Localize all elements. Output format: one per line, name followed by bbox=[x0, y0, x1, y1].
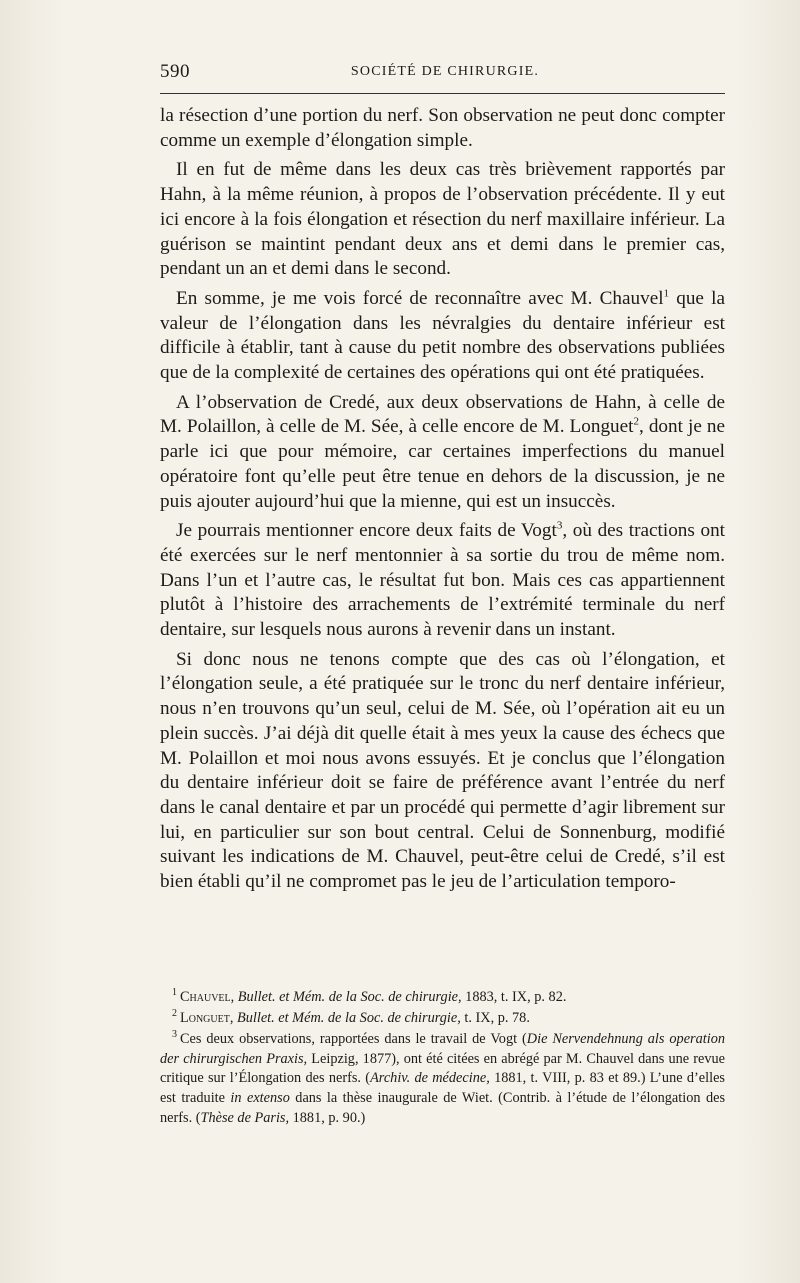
footnote-3-italic-4: Thèse de Paris, bbox=[200, 1109, 290, 1126]
paragraph-5-text-a: Je pourrais mentionner encore deux faits de Vogt bbox=[176, 520, 557, 542]
footnotes bbox=[160, 988, 725, 1130]
paragraph-3-text-b: que la valeur de l’élongation dans les névralgies du dentaire inférieur est difficile à établir, tant à cause du petit nombre des observations publiées que de la complexité de certaines des opérations qui ont été pratiquées. bbox=[160, 287, 725, 384]
paragraph-5 bbox=[160, 519, 725, 643]
page-number: 590 bbox=[160, 61, 190, 82]
footnote-ref-1: 1 bbox=[663, 287, 670, 300]
footnote-ref-3: 3 bbox=[556, 519, 563, 532]
footnote-3-text-1: Ces deux observations, rapportées dans le travail de Vogt ( bbox=[180, 1031, 527, 1048]
paragraph-3-text-a: En somme, je me vois forcé de reconnaître avec M. Chauvel bbox=[176, 287, 664, 309]
running-title: SOCIÉTÉ DE CHIRURGIE. bbox=[350, 64, 540, 79]
footnote-2-mark: 2 bbox=[172, 1008, 177, 1020]
paragraph-4 bbox=[160, 391, 725, 515]
footnote-3-italic-3: in extenso bbox=[230, 1089, 290, 1106]
footnote-2-rest: t. IX, p. 78. bbox=[460, 1010, 530, 1027]
paragraph-6: Si donc nous ne tenons compte que des cas où l’élongation, et l’élongation seule, a été pratiquée sur le tronc du nerf dentaire inférieur, nous n’en trouvons qu’un seul, celui de M. Sée, où l’opération ait eu un plein succès. J’ai déjà dit quelle était à mes yeux la cause des échecs que M. Polaillon et moi nous avons essuyés. Et je conclus que l’élongation du dentaire inférieur doit se faire de préférence avant l’entrée du nerf dans le canal dentaire et par un procédé qui permette d’agir librement sur lui, en particulier sur son bout central. Celui de Sonnenburg, modifié suivant les indications de M. Chauvel, peut-être celui de Credé, s’il est bien établi qu’il ne compromet pas le jeu de l’articulation temporo- bbox=[160, 648, 725, 893]
paragraph-3 bbox=[160, 287, 725, 386]
footnote-3-text-4: dans la thèse inaugurale de Wiet. (Contrib. à l’étude de l’élongation des nerfs. ( bbox=[160, 1089, 726, 1126]
footnote-3-text-2: Leipzig, 1877), ont été citées en abrégé par M. Chauvel dans une revue critique sur l’Élongation des nerfs. ( bbox=[160, 1050, 726, 1087]
running-head bbox=[160, 58, 725, 86]
footnote-2 bbox=[160, 1009, 725, 1029]
paragraph-4-text-a: A l’observation de Credé, aux deux observations de Hahn, à celle de M. Polaillon, à celle de M. Sée, à celle encore de M. Longuet bbox=[160, 391, 725, 438]
footnote-1-rest: 1883, t. IX, p. 82. bbox=[461, 989, 567, 1005]
footnote-1-mark: 1 bbox=[172, 987, 177, 999]
footnote-3-text-5: 1881, p. 90.) bbox=[289, 1109, 366, 1126]
footnote-2-author: Longuet, bbox=[180, 1010, 234, 1027]
header-rule bbox=[160, 93, 725, 94]
footnote-3-italic-1: Die Nervendehnung als operation der chirurgischen Praxis, bbox=[160, 1031, 725, 1067]
paragraph-2: Il en fut de même dans les deux cas très brièvement rapportés par Hahn, à la même réunion, à propos de l’observation précédente. Il y eut ici encore à la fois élongation et résection du nerf maxillaire inférieur. La guérison se maintint pendant deux ans et demi dans le premier cas, pendant un an et demi dans le second. bbox=[160, 159, 725, 280]
footnote-3-italic-2: Archiv. de médecine, bbox=[370, 1070, 490, 1087]
footnote-3 bbox=[160, 1030, 725, 1128]
footnote-2-title: Bullet. et Mém. de la Soc. de chirurgie, bbox=[237, 1010, 461, 1027]
footnote-1 bbox=[160, 988, 725, 1008]
footnote-3-mark: 3 bbox=[172, 1029, 177, 1041]
paragraph-1: la résection d’une portion du nerf. Son observation ne peut donc compter comme un exemple d’élongation simple. bbox=[160, 105, 725, 151]
paragraph-4-text-b: , dont je ne parle ici que pour mémoire, car certaines imperfections du manuel opératoire font qu’elle peut être tenue en dehors de la discussion, je ne puis ajouter aujourd’hui que la mienne, qui est un insuccès. bbox=[160, 416, 725, 512]
footnote-1-title: Bullet. et Mém. de la Soc. de chirurgie, bbox=[237, 989, 462, 1005]
footnote-3-text-3: 1881, t. VIII, p. 83 et 89.) L’une d’elles est traduite bbox=[160, 1070, 725, 1106]
body-text bbox=[160, 104, 725, 900]
footnote-ref-2: 2 bbox=[633, 416, 639, 429]
paragraph-5-text-b: , où des tractions ont été exercées sur le nerf mentonnier à sa sortie du trou de même nom. Dans l’un et l’autre cas, le résultat fut bon. Mais ces cas appartiennent plutôt à l’histoire des arrachements de l’extrémité terminale du nerf dentaire, sur lesquels nous aurons à revenir dans un instant. bbox=[160, 520, 725, 641]
footnote-1-author: Chauvel, bbox=[180, 989, 235, 1005]
